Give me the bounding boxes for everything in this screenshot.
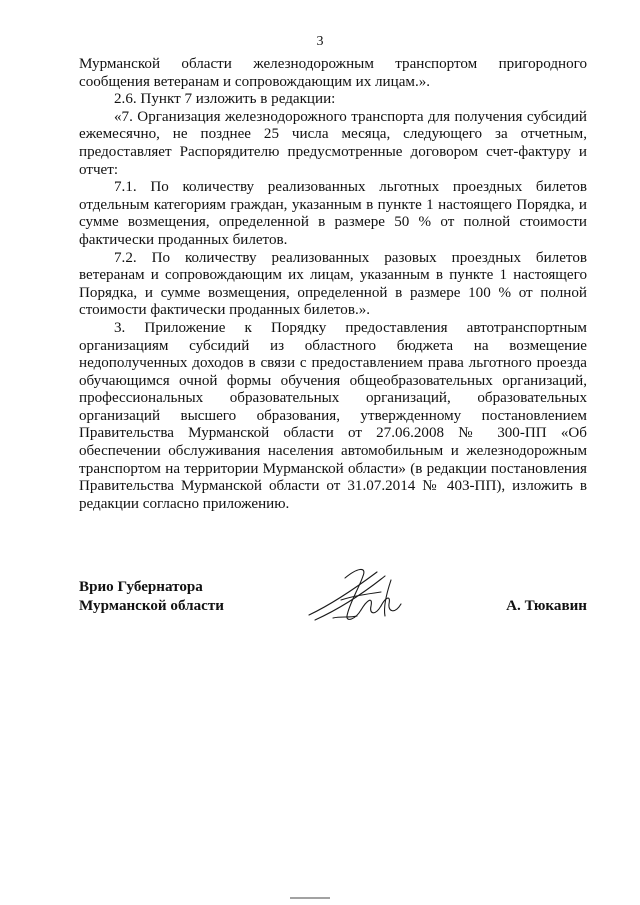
document-body: [79, 56, 587, 513]
signatory-title: [79, 578, 224, 616]
scan-artifact-mark: [290, 895, 330, 901]
handwritten-signature: [305, 560, 415, 630]
paragraph-continuation: Мурманской области железнодорожным транспортом пригородного сообщения ветеранам и сопровождающим их лицам.».: [79, 56, 587, 90]
paragraph-2-6: 2.6. Пункт 7 изложить в редакции:: [114, 91, 336, 108]
signatory-title-line1: Врио Губернатора: [79, 579, 203, 595]
signature-block: [0, 560, 640, 640]
page-number: 3: [316, 34, 324, 49]
paragraph-7-2: 7.2. По количеству реализованных разовых проездных билетов ветеранам и сопровождающим их лицам, указанным в пункте 1 настоящего Порядка, и сумме возмещения, определенной в размере 100 % от полной стоимости фактически проданных билетов.».: [79, 249, 587, 319]
signatory-title-line2: Мурманской области: [79, 598, 224, 614]
signatory-name: А. Тюкавин: [506, 598, 587, 614]
paragraph-3: 3. Приложение к Порядку предоставления автотранспортным организациям субсидий из областного бюджета на возмещение недополученных доходов в связи с предоставлением права льготного проезда обучающимся очной формы обучения общеобразовательных организаций, профессиональных образовательных организаций, образовательных организаций высшего образования, утвержденному постановлением Правительства Мурманской области от 27.06.2008 № 300-ПП «Об обеспечении обслуживания населения автомобильным и железнодорожным транспортом на территории Мурманской области» (в редакции постановления Правительства Мурманской области от 31.07.2014 № 403-ПП), изложить в редакции согласно приложению.: [79, 319, 587, 512]
paragraph-7-1: 7.1. По количеству реализованных льготных проездных билетов отдельным категориям граждан, указанным в пункте 1 настоящего Порядка, и сумме возмещения, определенной в размере 50 % от полной стоимости фактически проданных билетов.: [79, 179, 587, 248]
paragraph-7: «7. Организация железнодорожного транспорта для получения субсидий ежемесячно, не позднее 25 числа месяца, следующего за отчетным, предоставляет Распорядителю предусмотренные договором счет-фактуру и отчет:: [79, 108, 587, 178]
